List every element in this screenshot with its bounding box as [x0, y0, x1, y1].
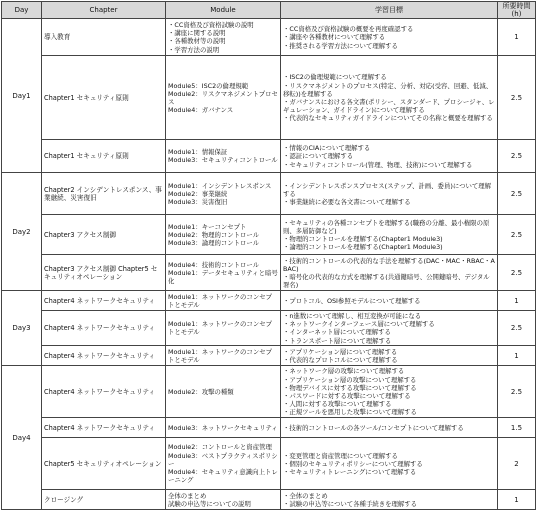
goals-cell: ・ネットワーク層の攻撃について理解する ・アプリケーション層の攻撃について理解する ・物理デバイスに対する攻撃について理解する ・パスワードに対する攻撃について理解する ・人間に対する攻撃について理解する ・正規ツールを悪用した攻撃について理解する	[281, 366, 498, 418]
module-cell: Module1：キーコンセプト Module2：物理的コントロール Module3：論理的コントロール	[166, 215, 281, 255]
day-cell-3: Day3	[2, 291, 42, 366]
chapter-cell: Chapter1 セキュリティ原則	[42, 56, 166, 140]
goals-cell: ・n進数について理解し、相互変換が可能になる ・ネットワークインターフェース層について理解する ・インターネット層について理解する ・トランスポート層について理解する	[281, 311, 498, 346]
module-cell: ・CC資格及び資格試験の説明 ・講座に関する説明 ・各種教材等の説明 ・学習方法の説明	[166, 19, 281, 56]
time-cell: 2.5	[498, 215, 536, 255]
module-cell: Module1：ネットワークのコンセプトとモデル	[166, 311, 281, 346]
goals-cell: ・アプリケーション層について理解する ・代表的なプロトコルについて理解する	[281, 346, 498, 366]
module-cell: Module1：インシデントレスポンス Module2：事業継続 Module3：災害復旧	[166, 173, 281, 215]
module-cell: Module1：ネットワークのコンセプトとモデル	[166, 291, 281, 311]
time-cell: 1.5	[498, 418, 536, 438]
curriculum-table	[1, 1, 536, 510]
goals-cell: ・ISC2の倫理規範について理解する ・リスクマネジメントのプロセス(特定、分析、対応(受容、回避、低減、移転))を理解する ・ガバナンスにおける各文書(ポリシー、スタンダード、プロシージャ、レギュレーション、ガイドライン)について理解する ・代表的なセキュリティガイドラインについてその名称と概要を理解する	[281, 56, 498, 140]
time-cell: 2.5	[498, 140, 536, 173]
time-cell: 1	[498, 19, 536, 56]
chapter-cell: Chapter5 セキュリティオペレーション	[42, 438, 166, 490]
table-row	[2, 311, 536, 346]
goals-cell: ・セキュリティの各種コンセプトを理解する(職務の分離、最小権限の原則、多層防御など) ・物理的コントロールを理解する(Chapter1 Module3) ・論理的コントロールを理解する(Chapter1 Module3)	[281, 215, 498, 255]
table-row	[2, 366, 536, 418]
table-row	[2, 173, 536, 215]
goals-cell: ・情報のCIAについて理解する ・認証について理解する ・セキュリティコントロール(管理、物理、技術)について理解する	[281, 140, 498, 173]
header-chapter: Chapter	[42, 2, 166, 19]
goals-cell: ・技術的コントロールの代表的な手法を理解する(DAC・MAC・RBAC・ABAC) ・暗号化の代表的な方式を理解する(共通鍵暗号、公開鍵暗号、デジタル署名)	[281, 255, 498, 291]
table-row	[2, 140, 536, 173]
module-cell: Module1：ネットワークのコンセプトとモデル	[166, 346, 281, 366]
time-cell: 2.5	[498, 56, 536, 140]
goals-cell: ・プロトコル、OSI参照モデルについて理解する	[281, 291, 498, 311]
chapter-cell: Chapter2 インシデントレスポンス、事業継続、災害復旧	[42, 173, 166, 215]
chapter-cell: Chapter1 セキュリティ原則	[42, 140, 166, 173]
table-row	[2, 291, 536, 311]
goals-cell: ・CC資格及び資格試験の概要を再度確認する ・講座や各種教材について理解する ・推奨される学習方法について理解する	[281, 19, 498, 56]
chapter-cell: Chapter4 ネットワークセキュリティ	[42, 291, 166, 311]
header-goals: 学習目標	[281, 2, 498, 19]
table-row	[2, 490, 536, 510]
chapter-cell: クロージング	[42, 490, 166, 510]
module-cell: Module3：ネットワークセキュリティ	[166, 418, 281, 438]
header-time: 所要時間(h)	[498, 2, 536, 19]
table-row	[2, 215, 536, 255]
table-row	[2, 255, 536, 291]
module-cell: 全体のまとめ 試験の申込等についての説明	[166, 490, 281, 510]
chapter-cell: Chapter4 ネットワークセキュリティ	[42, 311, 166, 346]
time-cell: 2.5	[498, 311, 536, 346]
table-row	[2, 56, 536, 140]
module-cell: Module2：コントロールと資産管理 Module3：ベストプラクティスポリシー Module4：セキュリティ意識向上トレーニング	[166, 438, 281, 490]
time-cell: 2	[498, 438, 536, 490]
header-day: Day	[2, 2, 42, 19]
table-row	[2, 438, 536, 490]
module-cell: Module1：情報保証 Module3：セキュリティコントロール	[166, 140, 281, 173]
goals-cell: ・インシデントレスポンスプロセス(ステップ、計画、委員)について理解する ・事業継続に必要な各文書について理解する	[281, 173, 498, 215]
time-cell: 1	[498, 490, 536, 510]
time-cell: 1	[498, 291, 536, 311]
module-cell: Module4：技術的コントロール Module1：データセキュリティと暗号化	[166, 255, 281, 291]
chapter-cell: Chapter4 ネットワークセキュリティ	[42, 418, 166, 438]
goals-cell: ・技術的コントロールの各ツール/コンセプトについて理解する	[281, 418, 498, 438]
module-cell: Module2：攻撃の種類	[166, 366, 281, 418]
day-cell-2: Day2	[2, 173, 42, 291]
chapter-cell: Chapter4 ネットワークセキュリティ	[42, 346, 166, 366]
table-row	[2, 418, 536, 438]
chapter-cell: Chapter3 アクセス制御	[42, 215, 166, 255]
time-cell: 2.5	[498, 173, 536, 215]
chapter-cell: Chapter4 ネットワークセキュリティ	[42, 366, 166, 418]
time-cell: 2.5	[498, 366, 536, 418]
module-cell: Module5：ISC2の倫理規範 Module2：リスクマネジメントプロセス Module4：ガバナンス	[166, 56, 281, 140]
day-cell-4: Day4	[2, 366, 42, 510]
table-row	[2, 346, 536, 366]
time-cell: 2.5	[498, 255, 536, 291]
goals-cell: ・全体のまとめ ・試験の申込等について各種手続きを理解する	[281, 490, 498, 510]
chapter-cell: Chapter3 アクセス制御 Chapter5 セキュリティオペレーション	[42, 255, 166, 291]
table-row	[2, 19, 536, 56]
chapter-cell: 導入教育	[42, 19, 166, 56]
header-row	[2, 2, 536, 19]
day-cell-1: Day1	[2, 19, 42, 173]
goals-cell: ・変更管理と資産管理について理解する ・個別のセキュリティポリシーについて理解する ・セキュリティトレーニングについて理解する	[281, 438, 498, 490]
header-module: Module	[166, 2, 281, 19]
time-cell: 1	[498, 346, 536, 366]
